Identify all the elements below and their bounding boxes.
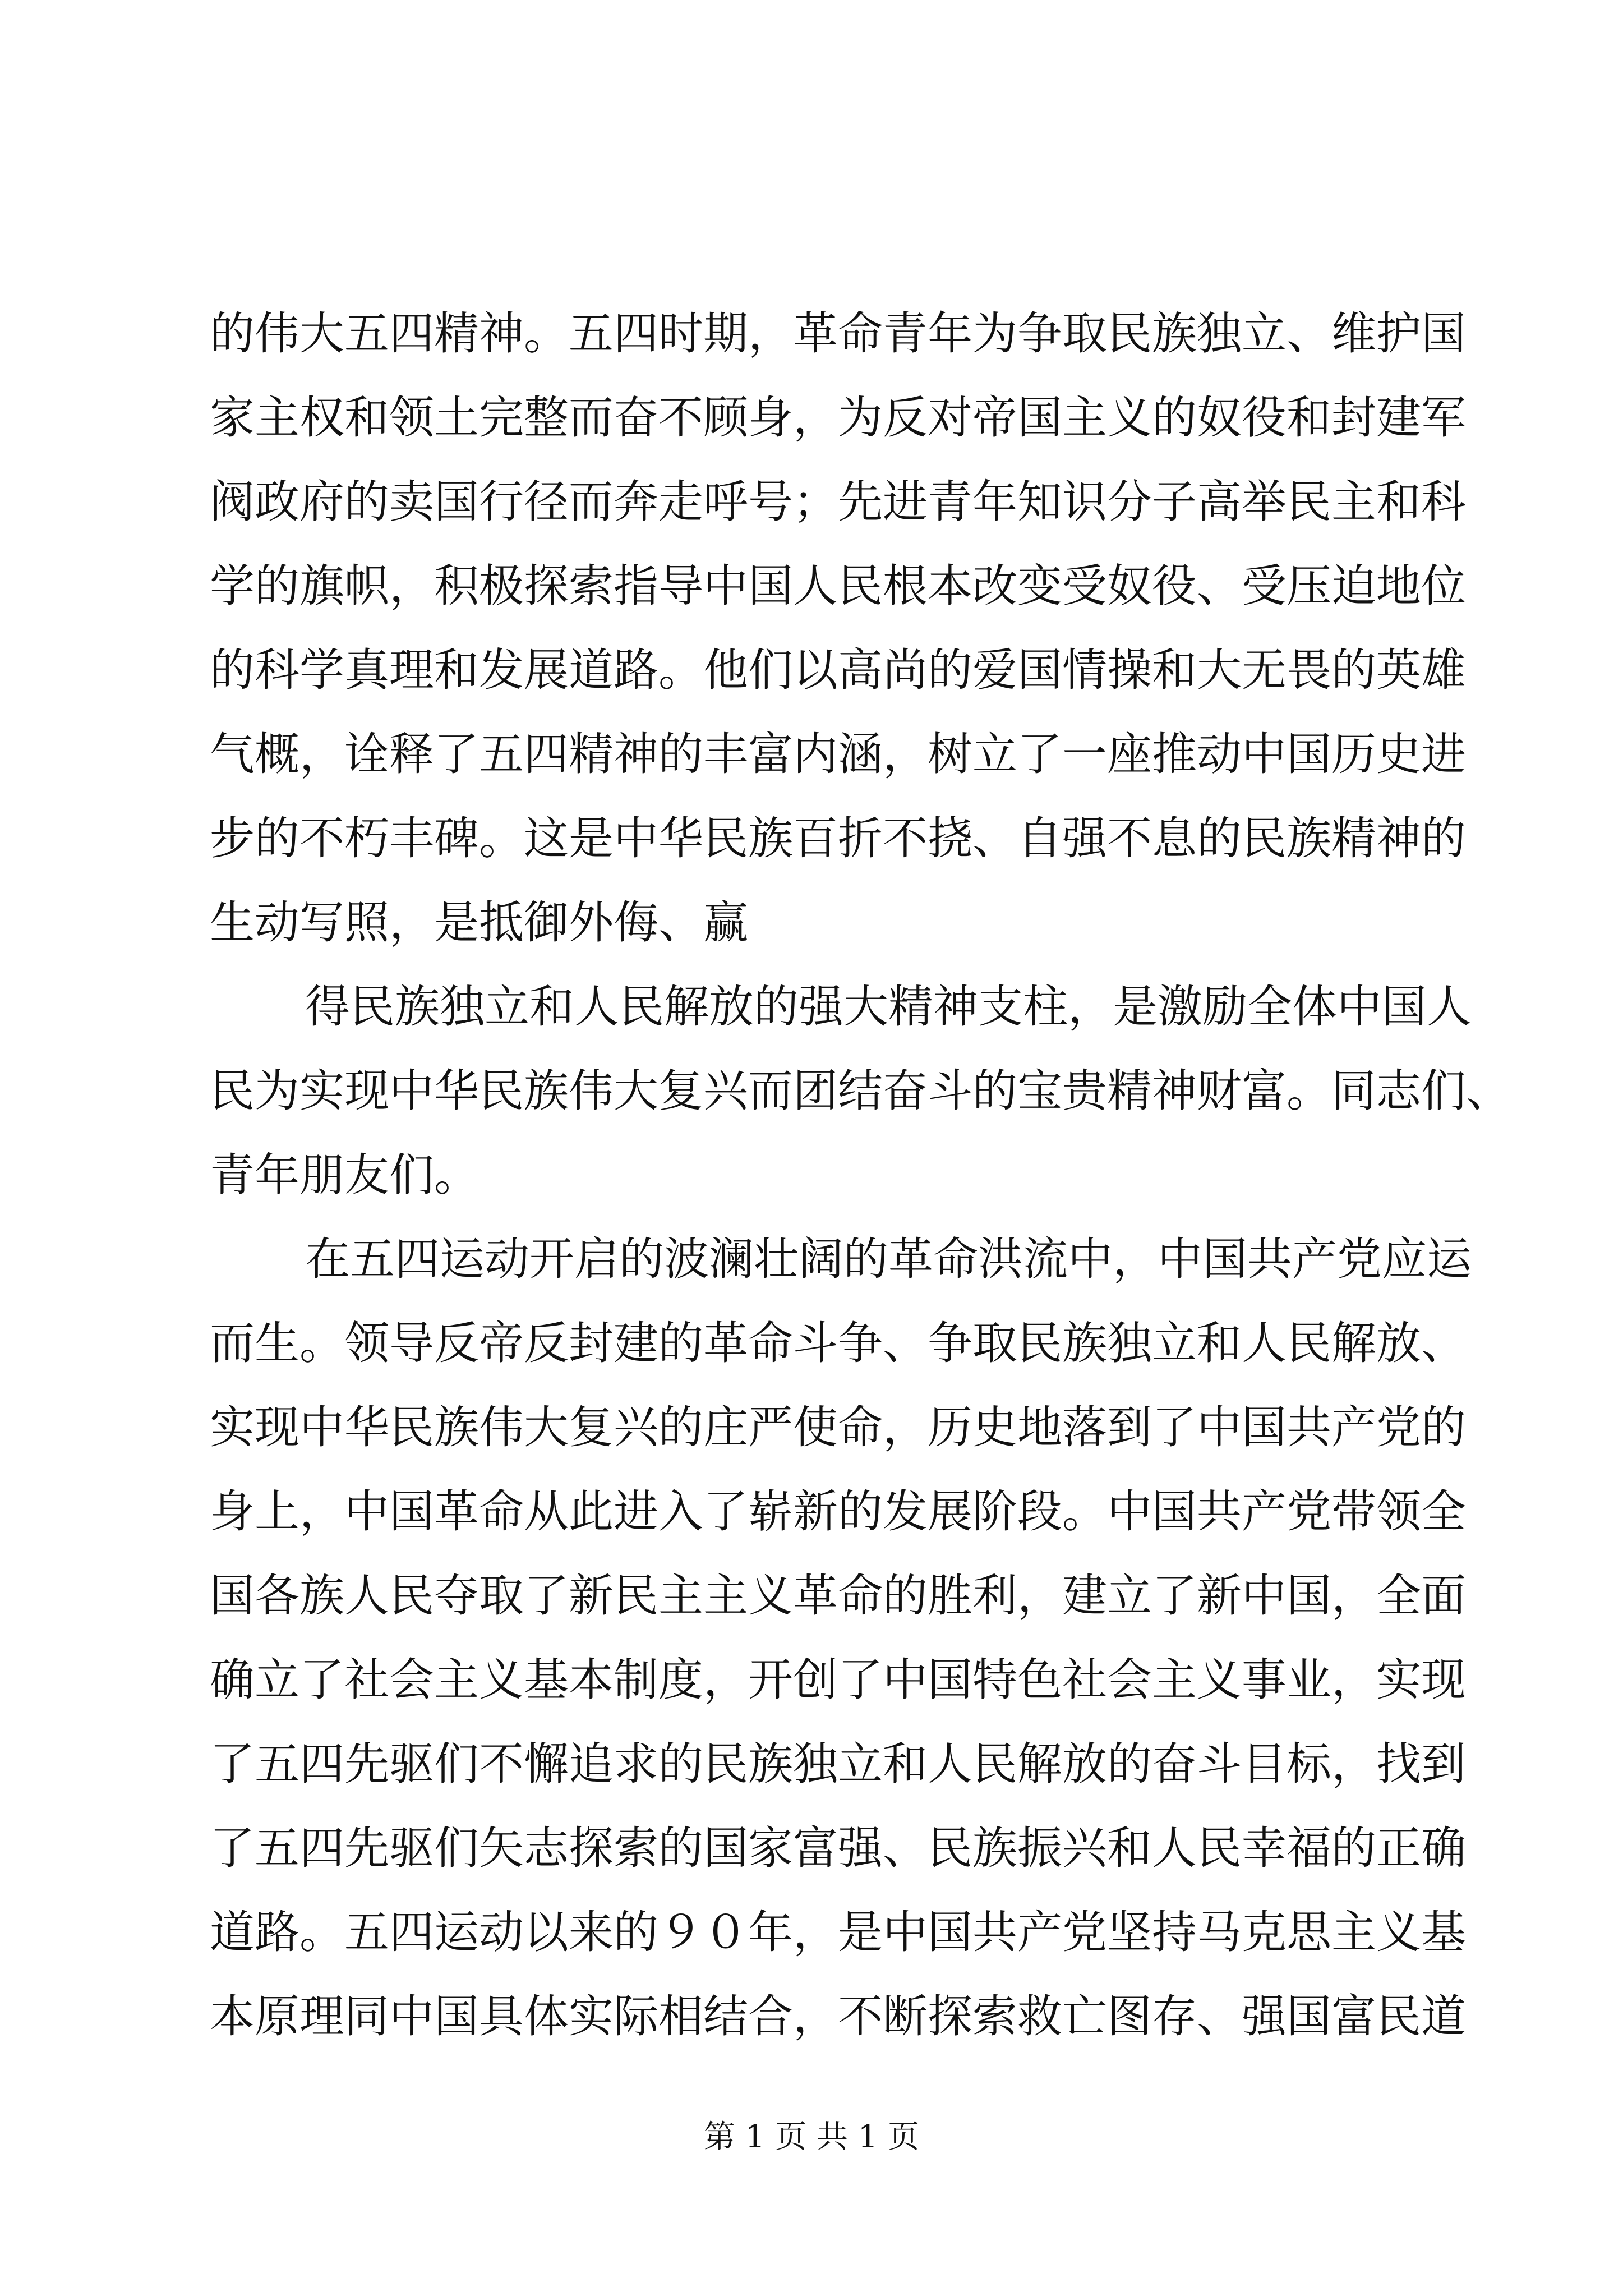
text-line: 气概，诠释了五四精神的丰富内涵，树立了一座推动中国历史进 [210,728,1466,780]
paragraph-3 [210,1217,1472,2059]
paragraph-2 [210,965,1511,1217]
text-line: 得民族独立和人民解放的强大精神支柱，是激励全体中国人 [305,981,1472,1033]
page-number: 第 1 页 共 1 页 [703,2119,920,2155]
text-line: 确立了社会主义基本制度，开创了中国特色社会主义事业，实现 [210,1654,1466,1706]
text-line: 身上，中国革命从此进入了崭新的发展阶段。中国共产党带领全 [210,1485,1466,1538]
text-line: 道路。五四运动以来的９０年，是中国共产党坚持马克思主义基 [210,1906,1466,1958]
page-footer [0,2115,1623,2160]
text-line: 步的不朽丰碑。这是中华民族百折不挠、自强不息的民族精神的 [210,812,1466,864]
text-line: 的科学真理和发展道路。他们以高尚的爱国情操和大无畏的英雄 [210,644,1466,696]
paragraph-1 [210,292,1466,965]
text-line: 了五四先驱们不懈追求的民族独立和人民解放的奋斗目标，找到 [210,1738,1466,1790]
text-line: 民为实现中华民族伟大复兴而团结奋斗的宝贵精神财富。同志们、 [210,1065,1511,1117]
text-line: 在五四运动开启的波澜壮阔的革命洪流中，中国共产党应运 [305,1233,1472,1285]
text-line: 本原理同中国具体实际相结合，不断探索救亡图存、强国富民道 [210,1990,1466,2042]
body-text [210,292,1511,2059]
text-line: 青年朋友们。 [210,1149,479,1201]
text-line: 学的旗帜，积极探索指导中国人民根本改变受奴役、受压迫地位 [210,560,1466,612]
text-line: 国各族人民夺取了新民主主义革命的胜利，建立了新中国，全面 [210,1570,1466,1622]
text-line: 实现中华民族伟大复兴的庄严使命，历史地落到了中国共产党的 [210,1401,1466,1453]
text-line: 而生。领导反帝反封建的革命斗争、争取民族独立和人民解放、 [210,1317,1466,1369]
text-line: 家主权和领土完整而奋不顾身，为反对帝国主义的奴役和封建军 [210,392,1466,444]
text-line: 了五四先驱们矢志探索的国家富强、民族振兴和人民幸福的正确 [210,1822,1466,1874]
text-line: 生动写照，是抵御外侮、赢 [210,896,748,949]
text-line: 阀政府的卖国行径而奔走呼号；先进青年知识分子高举民主和科 [210,476,1466,528]
text-line: 的伟大五四精神。五四时期，革命青年为争取民族独立、维护国 [210,307,1466,360]
